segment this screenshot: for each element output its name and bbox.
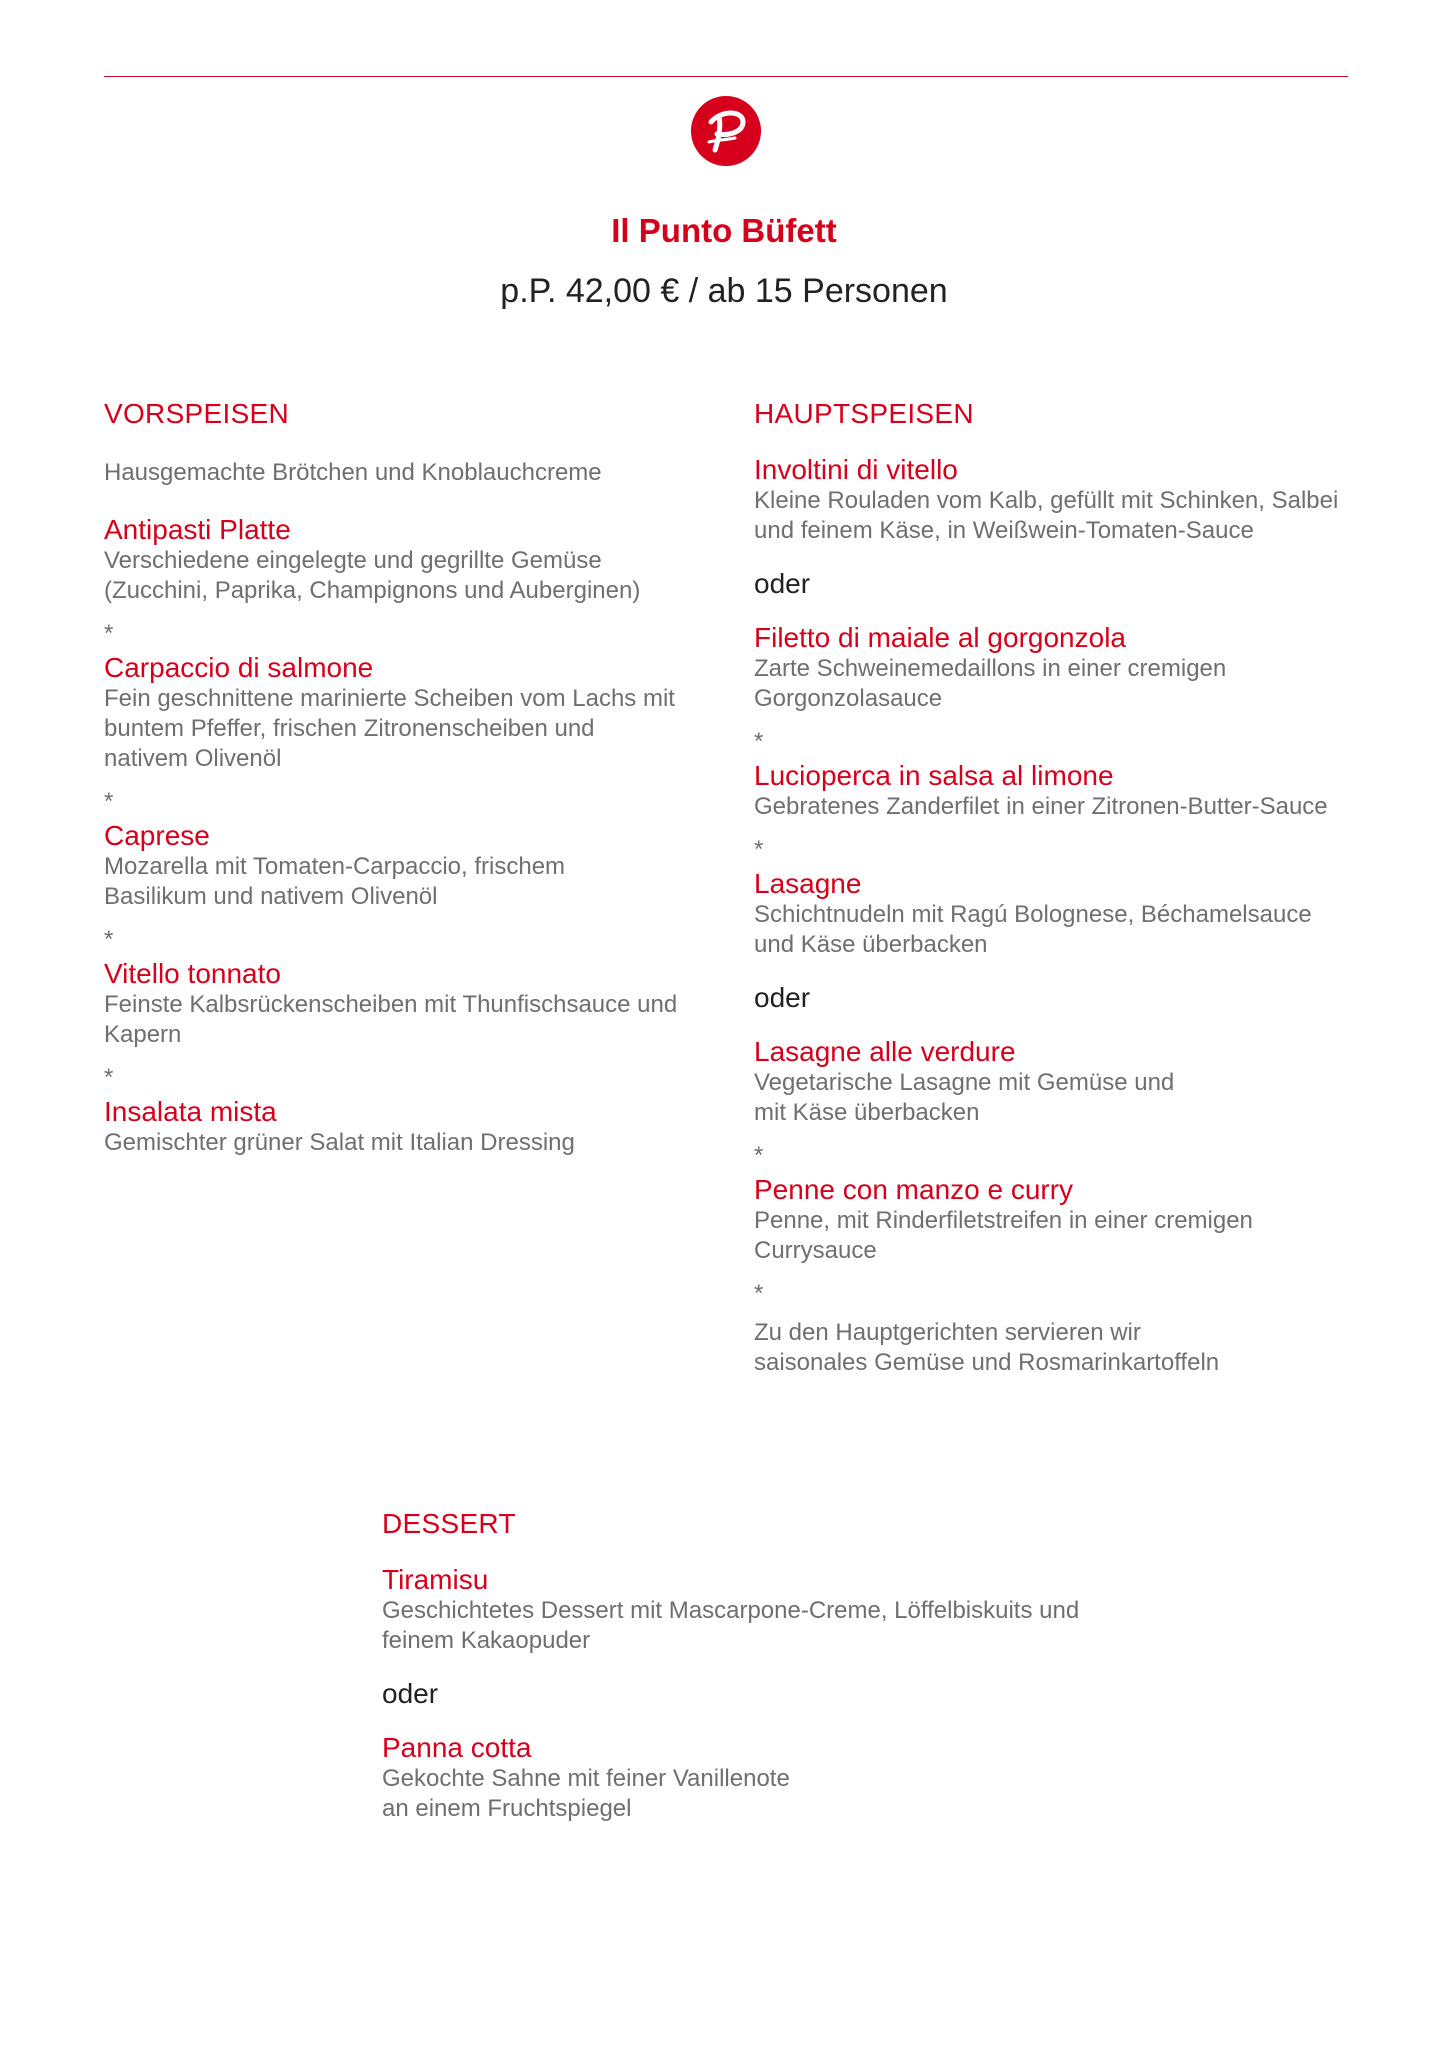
price-line: p.P. 42,00 € / ab 15 Personen [500, 272, 948, 310]
dish-item [382, 1564, 1142, 1656]
dish-item [754, 760, 1394, 822]
dish-desc: (Zucchini, Paprika, Champignons und Auberginen) [104, 577, 641, 604]
separator: * [104, 788, 114, 815]
side-dish-note [754, 1318, 1394, 1378]
separator: * [104, 1064, 114, 1091]
dish-name: Involtini di vitello [754, 454, 958, 485]
intro-text: Hausgemachte Brötchen und Knoblauchcreme [104, 459, 602, 486]
dish-item [754, 622, 1394, 714]
top-divider [104, 76, 1348, 77]
dish-name: Tiramisu [382, 1564, 489, 1595]
dish-desc: nativem Olivenöl [104, 745, 282, 772]
page-title: Il Punto Büfett [611, 212, 837, 249]
dish-name: Filetto di maiale al gorgonzola [754, 622, 1126, 653]
dish-desc: Mozarella mit Tomaten-Carpaccio, frischem [104, 853, 566, 880]
note-line: Zu den Hauptgerichten servieren wir [754, 1319, 1141, 1346]
dish-name: Insalata mista [104, 1096, 277, 1127]
dish-desc: Penne, mit Rinderfiletstreifen in einer cremigen [754, 1207, 1253, 1234]
dish-item [382, 1732, 1142, 1824]
section-title-vorspeisen: VORSPEISEN [104, 398, 290, 429]
dish-desc: an einem Fruchtspiegel [382, 1795, 632, 1822]
note-line: saisonales Gemüse und Rosmarinkartoffeln [754, 1349, 1220, 1376]
dish-name: Lasagne [754, 868, 862, 899]
separator: * [754, 836, 764, 863]
dish-desc: Kleine Rouladen vom Kalb, gefüllt mit Schinken, Salbei [754, 487, 1339, 514]
oder-label: oder [754, 982, 811, 1013]
dish-item [754, 868, 1394, 960]
vorspeisen-section [104, 398, 704, 1158]
dish-desc: Gemischter grüner Salat mit Italian Dressing [104, 1129, 575, 1156]
dish-item [104, 1096, 704, 1158]
dish-desc: Gebratenes Zanderfilet in einer Zitronen-Butter-Sauce [754, 793, 1328, 820]
dish-item [104, 514, 704, 606]
dish-desc: buntem Pfeffer, frischen Zitronenscheiben und [104, 715, 595, 742]
dish-item [104, 820, 704, 912]
dish-desc: feinem Kakaopuder [382, 1627, 591, 1654]
dish-name: Vitello tonnato [104, 958, 281, 989]
il-punto-logo-icon [691, 96, 761, 166]
dish-name: Lasagne alle verdure [754, 1036, 1016, 1067]
dish-desc: und Käse überbacken [754, 931, 988, 958]
dish-name: Carpaccio di salmone [104, 652, 374, 683]
dish-item [754, 1036, 1394, 1128]
dish-name: Antipasti Platte [104, 514, 291, 545]
separator: * [104, 926, 114, 953]
dish-desc: Verschiedene eingelegte und gegrillte Gemüse [104, 547, 602, 574]
dish-desc: Fein geschnittene marinierte Scheiben vom Lachs mit [104, 685, 675, 712]
separator: * [754, 1142, 764, 1169]
separator: * [754, 728, 764, 755]
dish-desc: Gorgonzolasauce [754, 685, 943, 712]
dish-desc: und feinem Käse, in Weißwein-Tomaten-Sauce [754, 517, 1254, 544]
separator: * [754, 1280, 764, 1307]
dish-desc: Schichtnudeln mit Ragú Bolognese, Béchamelsauce [754, 901, 1312, 928]
dish-item [104, 652, 704, 774]
dish-item [104, 958, 704, 1050]
dish-name: Penne con manzo e curry [754, 1174, 1074, 1205]
dish-name: Lucioperca in salsa al limone [754, 760, 1114, 791]
dish-desc: Zarte Schweinemedaillons in einer cremigen [754, 655, 1227, 682]
dessert-section [382, 1508, 1142, 1824]
section-title-hauptspeisen: HAUPTSPEISEN [754, 398, 974, 429]
oder-label: oder [754, 568, 811, 599]
dish-desc: Currysauce [754, 1237, 877, 1264]
dish-name: Panna cotta [382, 1732, 532, 1763]
dish-desc: Basilikum und nativem Olivenöl [104, 883, 438, 910]
dish-desc: mit Käse überbacken [754, 1099, 980, 1126]
dish-desc: Kapern [104, 1021, 182, 1048]
dish-desc: Vegetarische Lasagne mit Gemüse und [754, 1069, 1175, 1096]
dish-item [754, 1174, 1394, 1266]
dish-name: Caprese [104, 820, 210, 851]
section-title-dessert: DESSERT [382, 1508, 516, 1539]
dish-item [754, 454, 1394, 546]
dish-desc: Geschichtetes Dessert mit Mascarpone-Creme, Löffelbiskuits und [382, 1597, 1080, 1624]
oder-label: oder [382, 1678, 439, 1709]
dish-desc: Gekochte Sahne mit feiner Vanillenote [382, 1765, 790, 1792]
hauptspeisen-section [754, 398, 1394, 1378]
dish-desc: Feinste Kalbsrückenscheiben mit Thunfischsauce und [104, 991, 678, 1018]
separator: * [104, 620, 114, 647]
